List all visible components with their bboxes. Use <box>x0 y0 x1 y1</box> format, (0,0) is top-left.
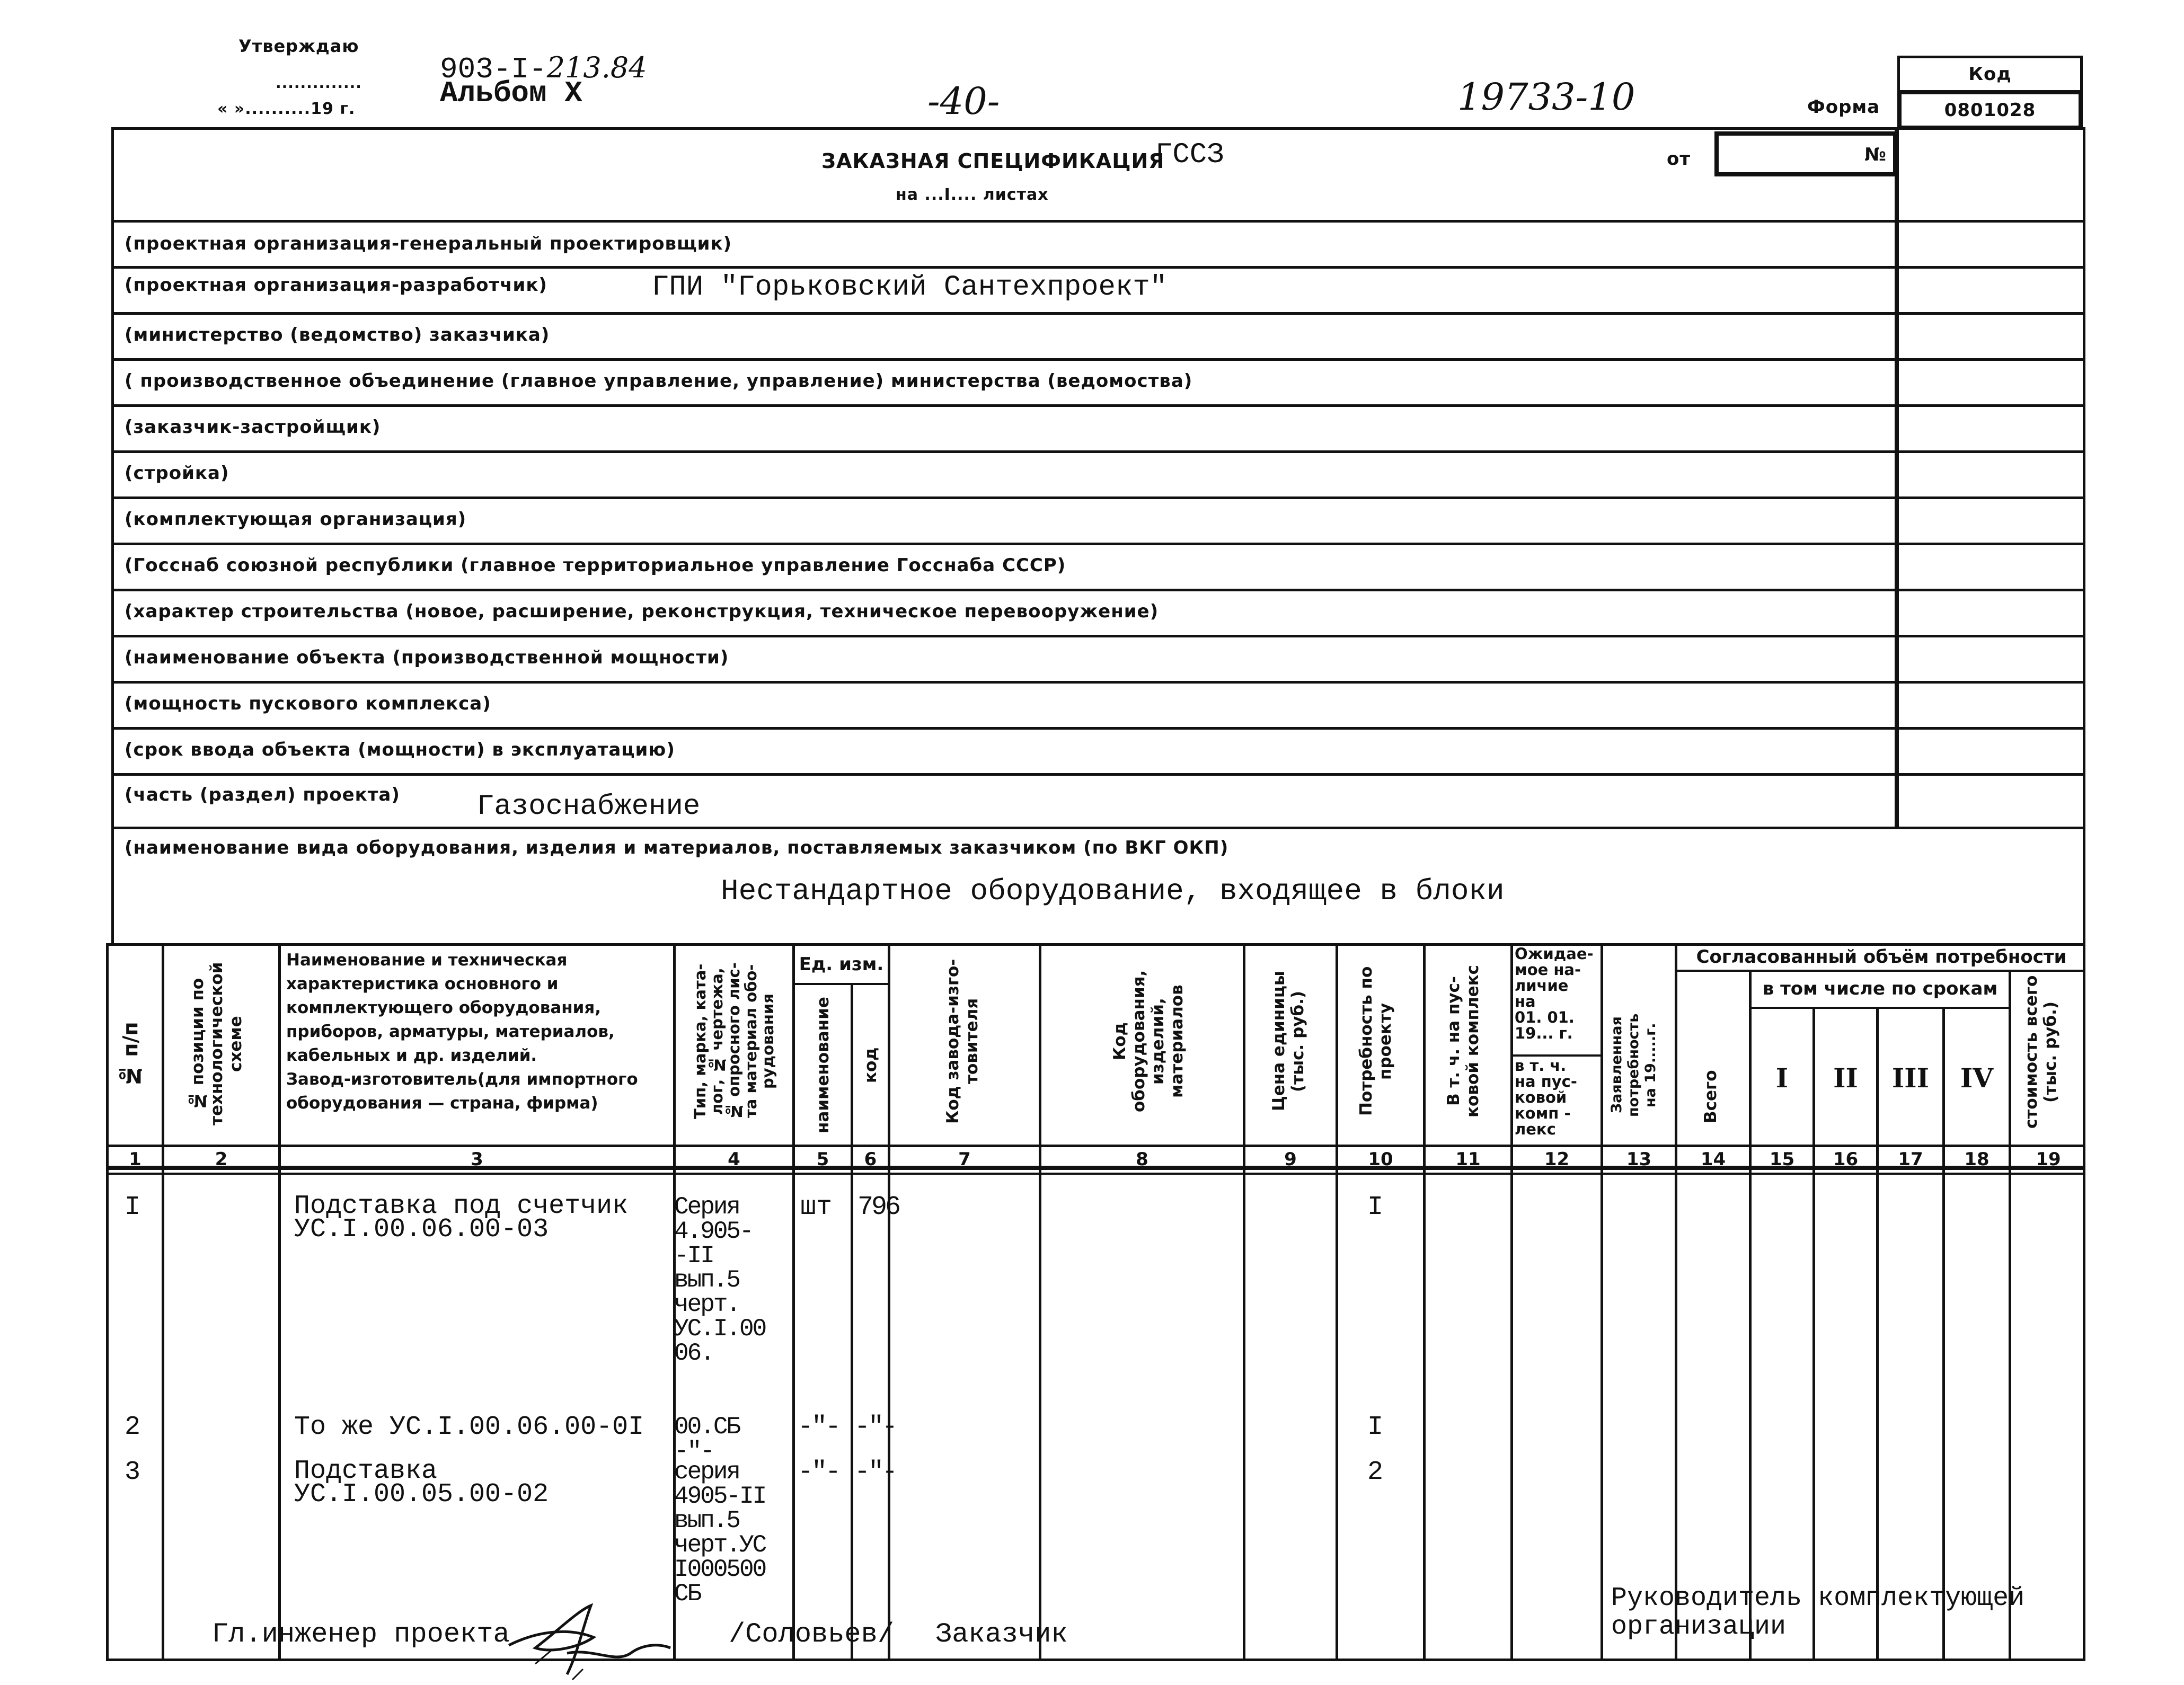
supply-head-label: Руководитель комплектующей организации <box>1611 1583 2025 1642</box>
col-header-expected: Ожидае- мое на- личие на 01. 01. 19... г. <box>1515 945 1594 1042</box>
item-name: То же УС.I.00.06.00-0I <box>294 1412 644 1442</box>
item-number: I <box>125 1192 141 1222</box>
project-number: 903-I-213.84 <box>440 51 647 86</box>
col-header-term-2: II <box>1833 1062 1858 1094</box>
col-header-launch-complex: В т. ч. на пус- ковой комплекс <box>1444 965 1482 1118</box>
col-header-type: Тип, марка, ката- лог, № чертежа, № опросного лис- та материал обо- рудования <box>691 962 777 1120</box>
item-quantity: I <box>1367 1192 1384 1222</box>
row-label-customer: (заказчик-застройщик) <box>125 416 381 438</box>
col-header-position: № позиции по технологической схеме <box>188 962 245 1126</box>
approve-dots: .............. <box>276 74 362 92</box>
signature-icon <box>503 1595 673 1685</box>
col-number: 7 <box>958 1149 971 1170</box>
item-number: 2 <box>125 1412 141 1442</box>
col-line <box>1876 1007 1879 1661</box>
col-number: 18 <box>1964 1149 1990 1170</box>
col-number: 11 <box>1455 1149 1481 1170</box>
project-number-handwritten: 213.84 <box>546 51 647 84</box>
col-header-term-3: III <box>1891 1062 1930 1094</box>
approve-label: Утверждаю <box>238 36 359 56</box>
col-number: 9 <box>1284 1149 1297 1170</box>
col-line <box>1601 943 1603 1661</box>
row-label-object-name: (наименование объекта (производственной мощности) <box>125 647 729 668</box>
customer-label: Заказчик <box>935 1619 1068 1650</box>
col-line <box>888 943 890 1661</box>
col-number: 12 <box>1544 1149 1570 1170</box>
col-line <box>1039 943 1041 1661</box>
item-quantity: I <box>1367 1412 1384 1442</box>
col-header-expected-launch: в т. ч. на пус- ковой комп - лекс <box>1515 1057 1577 1138</box>
col-number: 8 <box>1136 1149 1148 1170</box>
document-number: 19733-10 <box>1457 75 1635 119</box>
item-unit: -"- <box>798 1457 839 1487</box>
col-number: 19 <box>2036 1149 2061 1170</box>
row-line <box>111 220 2085 223</box>
col-header-agreed: Согласованный объём потребности <box>1696 946 2067 968</box>
row-line <box>1749 1007 2009 1009</box>
row-label-construction-site: (стройка) <box>125 463 229 484</box>
col-line <box>278 943 281 1661</box>
row-label-gossnab: (Госснаб союзной республики (главное территориальное управление Госснаба СССР) <box>125 555 1066 576</box>
row-label-ministry: (министерство (ведомство) заказчика) <box>125 324 550 345</box>
col-header-equipment-code: Код оборудования, изделий, материалов <box>1110 970 1187 1113</box>
col-number: 17 <box>1898 1149 1923 1170</box>
row-line <box>1675 970 2085 972</box>
form-label: Форма <box>1807 96 1880 118</box>
page-number: -40- <box>927 79 1000 123</box>
col-header-cost: стоимость всего (тыс. руб.) <box>2022 975 2060 1129</box>
col-header-number: № п/п <box>119 1022 142 1087</box>
col-line <box>162 943 164 1661</box>
col-number: 3 <box>471 1149 483 1170</box>
col-header-term-4: IV <box>1960 1062 1994 1094</box>
row-label-project-part: (часть (раздел) проекта) <box>125 784 400 805</box>
sheets-count: на ...I.... листах <box>896 185 1049 204</box>
row-label-launch-capacity: (мощность пускового комплекса) <box>125 693 491 714</box>
col-header-terms: в том числе по срокам <box>1762 978 1998 999</box>
col-header-manufacturer-code: Код завода-изго- товителя <box>943 959 982 1124</box>
col-header-declared: Заявленная потребность на 19.....г. <box>1608 1013 1659 1117</box>
col-number: 15 <box>1769 1149 1795 1170</box>
col-number: 1 <box>129 1149 142 1170</box>
row-line <box>111 635 2085 637</box>
col-line <box>1510 943 1513 1661</box>
item-unit-code: -"- <box>854 1412 896 1442</box>
kod-header-cell <box>1897 56 2083 93</box>
col-header-unit-price: Цена единицы (тыс. руб.) <box>1269 971 1307 1112</box>
row-value-project-part: Газоснабжение <box>477 791 701 823</box>
row-line <box>792 983 888 985</box>
approve-date: « »..........19 г. <box>217 100 356 118</box>
col-line <box>1336 943 1338 1661</box>
row-line <box>111 404 2085 407</box>
equipment-kind-value: Нестандартное оборудование, входящее в блоки <box>721 874 1505 908</box>
col-header-term-1: I <box>1775 1062 1789 1094</box>
row-line <box>111 589 2085 591</box>
row-line <box>111 543 2085 545</box>
row-line <box>111 727 2085 730</box>
col-number: 13 <box>1626 1149 1652 1170</box>
col-header-unit-code: код <box>861 1047 880 1083</box>
row-line <box>111 312 2085 315</box>
col-number: 4 <box>728 1149 740 1170</box>
kod-column-divider <box>1895 127 1899 829</box>
col-line <box>851 983 853 1661</box>
item-name: Подставка УС.I.00.05.00-02 <box>294 1456 549 1510</box>
row-line <box>111 827 2085 829</box>
row-label-general-designer: (проектная организация-генеральный проектировщик) <box>125 233 732 254</box>
col-header-demand: Потребность по проекту <box>1357 966 1395 1116</box>
row-label-supply-organization: (комплектующая организация) <box>125 509 467 530</box>
item-type: 00.СБ -"- <box>674 1413 740 1465</box>
row-line <box>106 1173 2085 1175</box>
kod-value: 0801028 <box>1944 100 2036 121</box>
col-line <box>1942 1007 1945 1661</box>
row-line <box>106 1145 2085 1147</box>
chief-engineer-label: Гл.инженер проекта <box>212 1619 510 1650</box>
item-unit-code: 796 <box>857 1192 899 1222</box>
col-line <box>1243 943 1245 1661</box>
row-line <box>111 266 2085 269</box>
item-type: Серия 4.905- -II вып.5 черт. УС.I.00 06. <box>674 1193 766 1367</box>
spec-code: ГССЗ <box>1155 139 1224 171</box>
item-unit: шт <box>800 1192 833 1222</box>
col-number: 6 <box>864 1149 877 1170</box>
col-number: 10 <box>1368 1149 1393 1170</box>
col-header-description: Наименование и техническая характеристика основного и комплектующего оборудования, приборов, арматуры, материалов, кабельных и др. изделий. Завод-изготовитель(для импортного оборудования — страна, фирма) <box>286 951 638 1113</box>
col-number: 14 <box>1700 1149 1726 1170</box>
row-label-developer: (проектная организация-разработчик) <box>125 274 547 296</box>
item-number: 3 <box>125 1457 141 1487</box>
col-line <box>1423 943 1426 1661</box>
row-line <box>111 681 2085 684</box>
col-number: 2 <box>215 1149 228 1170</box>
col-header-total: Всего <box>1701 1070 1720 1124</box>
row-label-construction-type: (характер строительства (новое, расширение, реконструкция, техническое перевооружение) <box>125 601 1159 622</box>
row-line <box>111 496 2085 499</box>
spec-title: ЗАКАЗНАЯ СПЕЦИФИКАЦИЯ <box>821 149 1165 173</box>
row-label-production-association: ( производственное объединение (главное управление, управление) министерства (ведомоства) <box>125 370 1193 392</box>
kod-value-cell <box>1897 90 2083 130</box>
number-label: № <box>1864 144 1887 165</box>
col-header-unit: Ед. изм. <box>799 954 884 975</box>
number-box[interactable] <box>1714 131 1897 176</box>
kod-label: Код <box>1968 64 2012 85</box>
col-number: 5 <box>816 1149 829 1170</box>
item-type: серия 4905-II вып.5 черт.УС I000500 СБ <box>674 1458 766 1608</box>
col-number: 16 <box>1833 1149 1859 1170</box>
chief-engineer-name: /Соловьев/ <box>729 1619 895 1650</box>
row-line <box>111 358 2085 361</box>
item-unit: -"- <box>798 1412 839 1442</box>
col-line <box>1812 1007 1815 1661</box>
row-label-commission-date: (срок ввода объекта (мощности) в эксплуатацию) <box>125 739 675 760</box>
item-name: Подставка под счетчик УС.I.00.06.00-03 <box>294 1191 629 1245</box>
col-line <box>1675 943 1677 1661</box>
row-value-developer: ГПИ "Горьковский Сантехпроект" <box>652 271 1168 304</box>
album-label: Альбом Х <box>440 76 582 110</box>
date-from-label: от <box>1667 148 1691 170</box>
equipment-kind-label: (наименование вида оборудования, изделия и материалов, поставляемых заказчиком (по ВКГ ОКП) <box>125 837 1229 858</box>
item-quantity: 2 <box>1367 1457 1384 1487</box>
col-line <box>2009 970 2011 1661</box>
row-line <box>111 773 2085 776</box>
col-header-unit-name: наименование <box>814 997 833 1133</box>
item-unit-code: -"- <box>854 1457 896 1487</box>
row-line <box>111 450 2085 453</box>
